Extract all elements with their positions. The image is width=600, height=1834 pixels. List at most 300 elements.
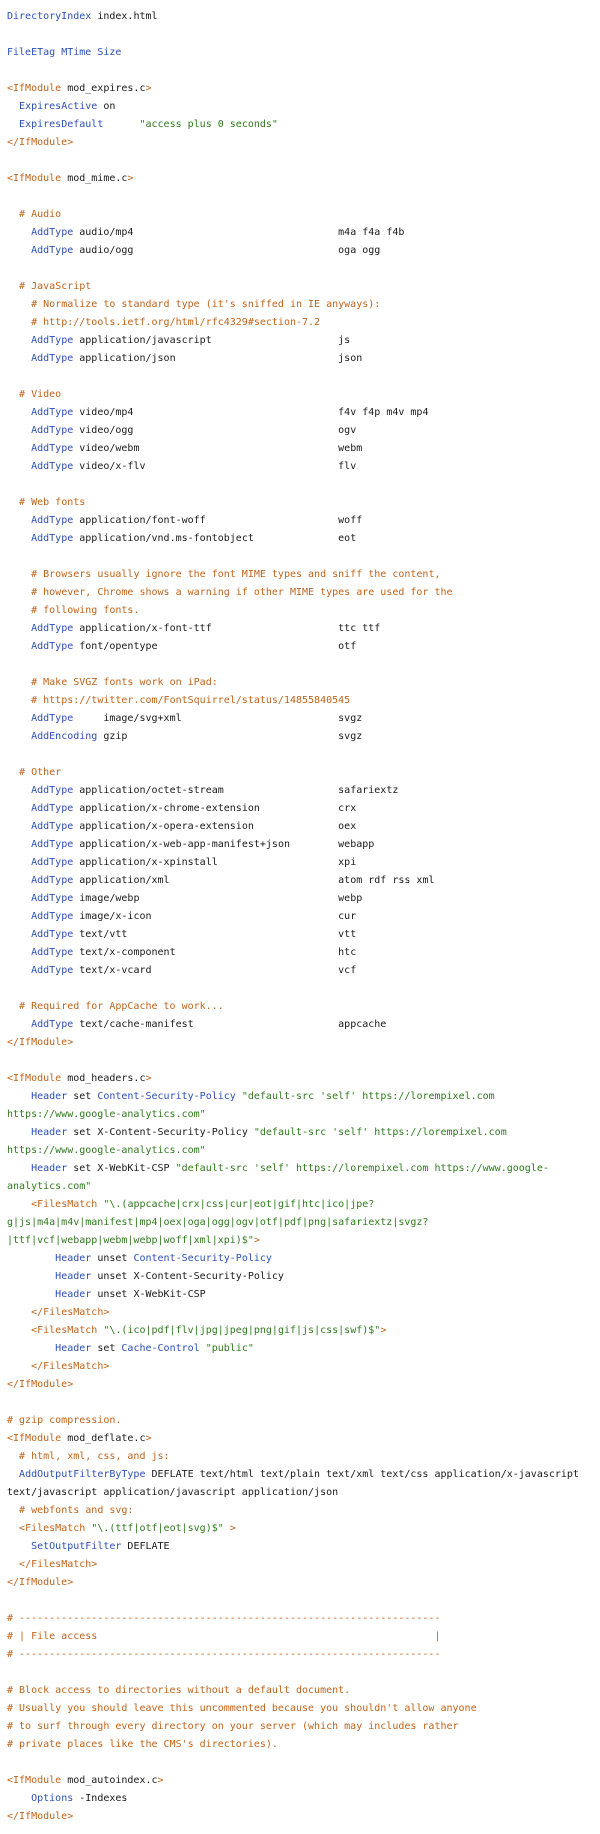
code-line <box>7 1034 597 1052</box>
code-token <box>7 1199 31 1210</box>
code-line <box>7 1610 597 1628</box>
comment-or-tag: # Block access to directories without a default document. <box>7 1685 351 1696</box>
code-line <box>7 404 597 422</box>
code-line <box>7 584 597 602</box>
code-line <box>7 530 597 548</box>
code-token: unset X-WebKit-CSP <box>91 1289 206 1300</box>
code-token <box>7 1019 31 1030</box>
comment-or-tag: </FilesMatch> <box>19 1559 98 1570</box>
code-token <box>7 911 31 922</box>
code-token <box>7 1001 19 1012</box>
comment-or-tag: # ---------------------------------------------------------------------- <box>7 1613 441 1624</box>
comment-or-tag: </IfModule> <box>7 1811 74 1822</box>
code-token <box>7 1541 31 1552</box>
code-token: set X-Content-Security-Policy <box>67 1127 254 1138</box>
code-line <box>7 1700 597 1718</box>
code-line <box>7 836 597 854</box>
code-token <box>7 1469 19 1480</box>
code-token: application/javascript js <box>73 335 351 346</box>
code-token <box>7 461 31 472</box>
code-line <box>7 566 597 584</box>
string-literal: |ttf|vcf|webapp|webm|webp|woff|xml|xpi)$" <box>7 1235 254 1246</box>
code-token <box>7 1559 19 1570</box>
code-token: mod_deflate.c <box>61 1433 146 1444</box>
code-token <box>7 767 19 778</box>
directive-keyword: Content-Security-Policy <box>133 1253 272 1264</box>
code-token <box>7 515 31 526</box>
code-token: video/x-flv flv <box>73 461 357 472</box>
code-token: font/opentype otf <box>73 641 357 652</box>
code-line <box>7 368 597 386</box>
code-line <box>7 908 597 926</box>
code-token: video/ogg ogv <box>73 425 357 436</box>
directive-keyword: Options <box>31 1793 74 1804</box>
string-literal: g|js|m4a|m4v|manifest|mp4|oex|oga|ogg|ogv|otf|pdf|png|safariextz|svgz? <box>7 1217 429 1228</box>
code-token <box>7 569 31 580</box>
code-line <box>7 386 597 404</box>
code-token: image/svg+xml svgz <box>73 713 363 724</box>
directive-keyword: AddType <box>31 965 74 976</box>
code-line <box>7 1520 597 1538</box>
comment-or-tag: # however, Chrome shows a warning if other MIME types are used for the <box>31 587 453 598</box>
code-line <box>7 1214 597 1232</box>
code-token: set <box>67 1091 98 1102</box>
code-line <box>7 1268 597 1286</box>
code-token <box>103 119 139 130</box>
code-line <box>7 1088 597 1106</box>
code-token <box>7 1127 31 1138</box>
directive-keyword: AddType <box>31 245 74 256</box>
comment-or-tag: > <box>157 1775 164 1786</box>
string-literal: "\.(appcache|crx|css|cur|eot|gif|htc|ico|jpe? <box>103 1199 375 1210</box>
code-line <box>7 620 597 638</box>
string-literal: https://www.google-analytics.com" <box>7 1145 206 1156</box>
code-token: set <box>91 1343 122 1354</box>
comment-or-tag: <IfModule <box>7 1073 62 1084</box>
code-token: DEFLATE <box>121 1541 170 1552</box>
code-line <box>7 314 597 332</box>
code-token: text/cache-manifest appcache <box>73 1019 387 1030</box>
code-line <box>7 944 597 962</box>
code-token <box>7 353 31 364</box>
code-token <box>7 335 31 346</box>
directive-keyword: AddType <box>31 929 74 940</box>
directive-keyword: Cache-Control <box>121 1343 200 1354</box>
code-token: application/vnd.ms-fontobject eot <box>73 533 357 544</box>
code-token <box>7 695 31 706</box>
comment-or-tag: <IfModule <box>7 1433 62 1444</box>
code-token <box>7 803 31 814</box>
code-token <box>7 1307 31 1318</box>
code-token <box>7 1091 31 1102</box>
code-token <box>7 623 31 634</box>
comment-or-tag: # Video <box>19 389 62 400</box>
code-line <box>7 692 597 710</box>
code-line <box>7 1358 597 1376</box>
code-token <box>7 1163 31 1174</box>
code-line <box>7 98 597 116</box>
directive-keyword: AddType <box>31 641 74 652</box>
code-line <box>7 1502 597 1520</box>
code-line <box>7 710 597 728</box>
code-token <box>7 875 31 886</box>
code-token <box>7 533 31 544</box>
directive-keyword: AddType <box>31 947 74 958</box>
code-line <box>7 458 597 476</box>
comment-or-tag: <IfModule <box>7 1775 62 1786</box>
code-token: application/xml atom rdf rss xml <box>73 875 435 886</box>
code-line <box>7 746 597 764</box>
directive-keyword: AddEncoding <box>31 731 98 742</box>
directive-keyword: DirectoryIndex <box>7 11 92 22</box>
code-token: application/x-xpinstall xpi <box>73 857 357 868</box>
code-line <box>7 818 597 836</box>
code-token <box>7 821 31 832</box>
code-token: mod_mime.c <box>61 173 128 184</box>
comment-or-tag: # | File access | <box>7 1631 441 1642</box>
code-line <box>7 224 597 242</box>
string-literal: "default-src 'self' https://lorempixel.com <box>241 1091 495 1102</box>
code-line <box>7 296 597 314</box>
directive-keyword: ExpiresActive <box>19 101 98 112</box>
directive-keyword: Header <box>31 1091 68 1102</box>
comment-or-tag: # Web fonts <box>19 497 86 508</box>
directive-keyword: SetOutputFilter <box>31 1541 122 1552</box>
comment-or-tag: > <box>253 1235 260 1246</box>
directive-keyword: AddType <box>31 893 74 904</box>
code-token: video/mp4 f4v f4p m4v mp4 <box>73 407 429 418</box>
comment-or-tag: # following fonts. <box>31 605 140 616</box>
code-token <box>7 1325 31 1336</box>
code-line <box>7 980 597 998</box>
code-token: image/webp webp <box>73 893 363 904</box>
code-line <box>7 782 597 800</box>
code-token <box>7 1451 19 1462</box>
code-line <box>7 728 597 746</box>
code-token <box>7 245 31 256</box>
code-token: text/x-component htc <box>73 947 357 958</box>
code-line <box>7 1448 597 1466</box>
code-token <box>7 281 19 292</box>
comment-or-tag: > <box>223 1523 236 1534</box>
code-token <box>7 1289 55 1300</box>
comment-or-tag: > <box>127 173 134 184</box>
directive-keyword: AddType <box>31 533 74 544</box>
code-token: mod_headers.c <box>61 1073 146 1084</box>
code-line <box>7 926 597 944</box>
code-token <box>7 317 31 328</box>
code-line <box>7 1538 597 1556</box>
code-token: -Indexes <box>73 1793 128 1804</box>
code-line <box>7 1160 597 1178</box>
code-line <box>7 1556 597 1574</box>
code-line <box>7 1106 597 1124</box>
code-token <box>7 965 31 976</box>
string-literal: "public" <box>205 1343 254 1354</box>
code-line <box>7 674 597 692</box>
code-token <box>7 1253 55 1264</box>
code-token: video/webm webm <box>73 443 363 454</box>
comment-or-tag: <IfModule <box>7 173 62 184</box>
code-token <box>7 677 31 688</box>
code-token <box>7 407 31 418</box>
code-line <box>7 800 597 818</box>
code-token: mod_autoindex.c <box>61 1775 158 1786</box>
code-line <box>7 1376 597 1394</box>
directive-keyword: Header <box>55 1343 92 1354</box>
directive-keyword: AddType <box>31 803 74 814</box>
directive-keyword: Header <box>55 1253 92 1264</box>
code-line <box>7 1016 597 1034</box>
code-token <box>7 227 31 238</box>
code-token: unset <box>91 1253 134 1264</box>
directive-keyword: AddType <box>31 353 74 364</box>
code-token <box>7 1523 19 1534</box>
code-line <box>7 1682 597 1700</box>
code-line <box>7 80 597 98</box>
code-line <box>7 1124 597 1142</box>
directive-keyword: ExpiresDefault <box>19 119 104 130</box>
directive-keyword: AddType <box>31 1019 74 1030</box>
code-token <box>7 587 31 598</box>
code-line <box>7 638 597 656</box>
code-line <box>7 260 597 278</box>
comment-or-tag: # Required for AppCache to work... <box>19 1001 224 1012</box>
code-line <box>7 188 597 206</box>
directive-keyword: AddType <box>31 857 74 868</box>
directive-keyword: Header <box>55 1289 92 1300</box>
code-token: application/x-opera-extension oex <box>73 821 357 832</box>
code-line <box>7 1232 597 1250</box>
code-line <box>7 1178 597 1196</box>
code-line <box>7 1142 597 1160</box>
directive-keyword: AddType <box>31 335 74 346</box>
directive-keyword: AddType <box>31 425 74 436</box>
comment-or-tag: > <box>145 1433 152 1444</box>
code-line <box>7 134 597 152</box>
code-token <box>7 119 19 130</box>
code-line <box>7 1574 597 1592</box>
comment-or-tag: # gzip compression. <box>7 1415 122 1426</box>
comment-or-tag: <FilesMatch <box>19 1523 86 1534</box>
comment-or-tag: </IfModule> <box>7 1379 74 1390</box>
code-token: image/x-icon cur <box>73 911 357 922</box>
code-line <box>7 1646 597 1664</box>
code-token <box>7 101 19 112</box>
code-line <box>7 242 597 260</box>
comment-or-tag: <FilesMatch <box>31 1325 98 1336</box>
code-line <box>7 1772 597 1790</box>
string-literal: "default-src 'self' https://lorempixel.com https://www.google- <box>175 1163 549 1174</box>
comment-or-tag: # Normalize to standard type (it's sniffed in IE anyways): <box>31 299 381 310</box>
code-line <box>7 1736 597 1754</box>
code-line <box>7 44 597 62</box>
directive-keyword: AddType <box>31 713 74 724</box>
code-line <box>7 1394 597 1412</box>
code-line <box>7 170 597 188</box>
directive-keyword: AddType <box>31 623 74 634</box>
string-literal: "access plus 0 seconds" <box>139 119 278 130</box>
code-line <box>7 1304 597 1322</box>
directive-keyword: AddType <box>31 515 74 526</box>
code-line <box>7 1628 597 1646</box>
code-line <box>7 422 597 440</box>
directive-keyword: Header <box>31 1163 68 1174</box>
directive-keyword: MTime Size <box>55 47 122 58</box>
code-line <box>7 494 597 512</box>
code-token: DEFLATE text/html text/plain text/xml text/css application/x-javascript <box>145 1469 579 1480</box>
comment-or-tag: </FilesMatch> <box>31 1307 110 1318</box>
code-token: text/javascript application/javascript application/json <box>7 1487 339 1498</box>
string-literal: "default-src 'self' https://lorempixel.com <box>253 1127 507 1138</box>
code-token: text/vtt vtt <box>73 929 357 940</box>
code-line <box>7 854 597 872</box>
code-line <box>7 1070 597 1088</box>
code-token <box>7 947 31 958</box>
code-token <box>7 299 31 310</box>
code-token <box>7 497 19 508</box>
directive-keyword: Header <box>31 1127 68 1138</box>
directive-keyword: AddType <box>31 227 74 238</box>
code-token: mod_expires.c <box>61 83 146 94</box>
code-line <box>7 872 597 890</box>
string-literal: analytics.com" <box>7 1181 92 1192</box>
directive-keyword: AddType <box>31 461 74 472</box>
comment-or-tag: </IfModule> <box>7 1037 74 1048</box>
comment-or-tag: <IfModule <box>7 83 62 94</box>
directive-keyword: AddType <box>31 785 74 796</box>
code-line <box>7 152 597 170</box>
code-line <box>7 206 597 224</box>
code-token <box>7 731 31 742</box>
code-token <box>7 425 31 436</box>
comment-or-tag: # Other <box>19 767 62 778</box>
code-line <box>7 548 597 566</box>
code-line <box>7 1250 597 1268</box>
directive-keyword: AddType <box>31 875 74 886</box>
code-token: unset X-Content-Security-Policy <box>91 1271 284 1282</box>
directive-keyword: AddOutputFilterByType <box>19 1469 146 1480</box>
code-token <box>7 713 31 724</box>
code-token <box>7 1343 55 1354</box>
directive-keyword: AddType <box>31 839 74 850</box>
comment-or-tag: # JavaScript <box>19 281 92 292</box>
code-line <box>7 8 597 26</box>
code-token <box>7 893 31 904</box>
code-token: application/octet-stream safariextz <box>73 785 399 796</box>
code-token: on <box>97 101 116 112</box>
code-line <box>7 332 597 350</box>
code-line <box>7 116 597 134</box>
code-token <box>7 389 19 400</box>
comment-or-tag: # Make SVGZ fonts work on iPad: <box>31 677 218 688</box>
code-token <box>7 857 31 868</box>
directive-keyword: AddType <box>31 443 74 454</box>
code-line <box>7 1412 597 1430</box>
code-token: text/x-vcard vcf <box>73 965 357 976</box>
string-literal: https://www.google-analytics.com" <box>7 1109 206 1120</box>
code-token: gzip svgz <box>97 731 363 742</box>
code-line <box>7 1664 597 1682</box>
comment-or-tag: > <box>145 1073 152 1084</box>
code-line <box>7 1754 597 1772</box>
comment-or-tag: # private places like the CMS's directories). <box>7 1739 278 1750</box>
comment-or-tag: # Browsers usually ignore the font MIME types and sniff the content, <box>31 569 441 580</box>
code-line <box>7 350 597 368</box>
code-token: audio/mp4 m4a f4a f4b <box>73 227 405 238</box>
code-token <box>7 1505 19 1516</box>
code-line <box>7 512 597 530</box>
code-token <box>7 209 19 220</box>
code-line <box>7 1484 597 1502</box>
string-literal: "\.(ttf|otf|eot|svg)$" <box>91 1523 224 1534</box>
code-line <box>7 1340 597 1358</box>
code-line <box>7 1466 597 1484</box>
code-token <box>7 443 31 454</box>
code-line <box>7 962 597 980</box>
comment-or-tag: # to surf through every directory on your server (which may includes rather <box>7 1721 459 1732</box>
code-line <box>7 1718 597 1736</box>
code-token <box>7 1793 31 1804</box>
comment-or-tag: # https://twitter.com/FontSquirrel/status/14855840545 <box>31 695 351 706</box>
directive-keyword: AddType <box>31 821 74 832</box>
code-token: application/x-web-app-manifest+json webapp <box>73 839 375 850</box>
code-token: application/x-font-ttf ttc ttf <box>73 623 381 634</box>
comment-or-tag: </FilesMatch> <box>31 1361 110 1372</box>
code-line <box>7 440 597 458</box>
code-line <box>7 998 597 1016</box>
string-literal: "\.(ico|pdf|flv|jpg|jpeg|png|gif|js|css|swf)$" <box>103 1325 381 1336</box>
code-token <box>7 1271 55 1282</box>
code-line <box>7 656 597 674</box>
code-line <box>7 1286 597 1304</box>
code-token: index.html <box>91 11 158 22</box>
directive-keyword: Content-Security-Policy <box>97 1091 236 1102</box>
code-line <box>7 1322 597 1340</box>
comment-or-tag: # webfonts and svg: <box>19 1505 134 1516</box>
directive-keyword: FileETag <box>7 47 56 58</box>
comment-or-tag: # ---------------------------------------------------------------------- <box>7 1649 441 1660</box>
code-token <box>7 785 31 796</box>
comment-or-tag: # html, xml, css, and js: <box>19 1451 170 1462</box>
directive-keyword: AddType <box>31 407 74 418</box>
code-line <box>7 26 597 44</box>
comment-or-tag: # Audio <box>19 209 62 220</box>
code-token <box>7 641 31 652</box>
comment-or-tag: > <box>380 1325 387 1336</box>
code-token: application/json json <box>73 353 363 364</box>
code-token <box>7 929 31 940</box>
code-token <box>7 839 31 850</box>
comment-or-tag: </IfModule> <box>7 1577 74 1588</box>
code-line <box>7 764 597 782</box>
code-line <box>7 1052 597 1070</box>
code-line <box>7 476 597 494</box>
code-line <box>7 890 597 908</box>
code-token: application/font-woff woff <box>73 515 363 526</box>
comment-or-tag: # Usually you should leave this uncommented because you shouldn't allow anyone <box>7 1703 477 1714</box>
code-line <box>7 278 597 296</box>
comment-or-tag: </IfModule> <box>7 137 74 148</box>
comment-or-tag: # http://tools.ietf.org/html/rfc4329#section-7.2 <box>31 317 321 328</box>
code-line <box>7 1196 597 1214</box>
directive-keyword: AddType <box>31 911 74 922</box>
directive-keyword: Header <box>55 1271 92 1282</box>
code-line <box>7 1430 597 1448</box>
code-line <box>7 1592 597 1610</box>
code-token <box>7 1361 31 1372</box>
comment-or-tag: <FilesMatch <box>31 1199 98 1210</box>
